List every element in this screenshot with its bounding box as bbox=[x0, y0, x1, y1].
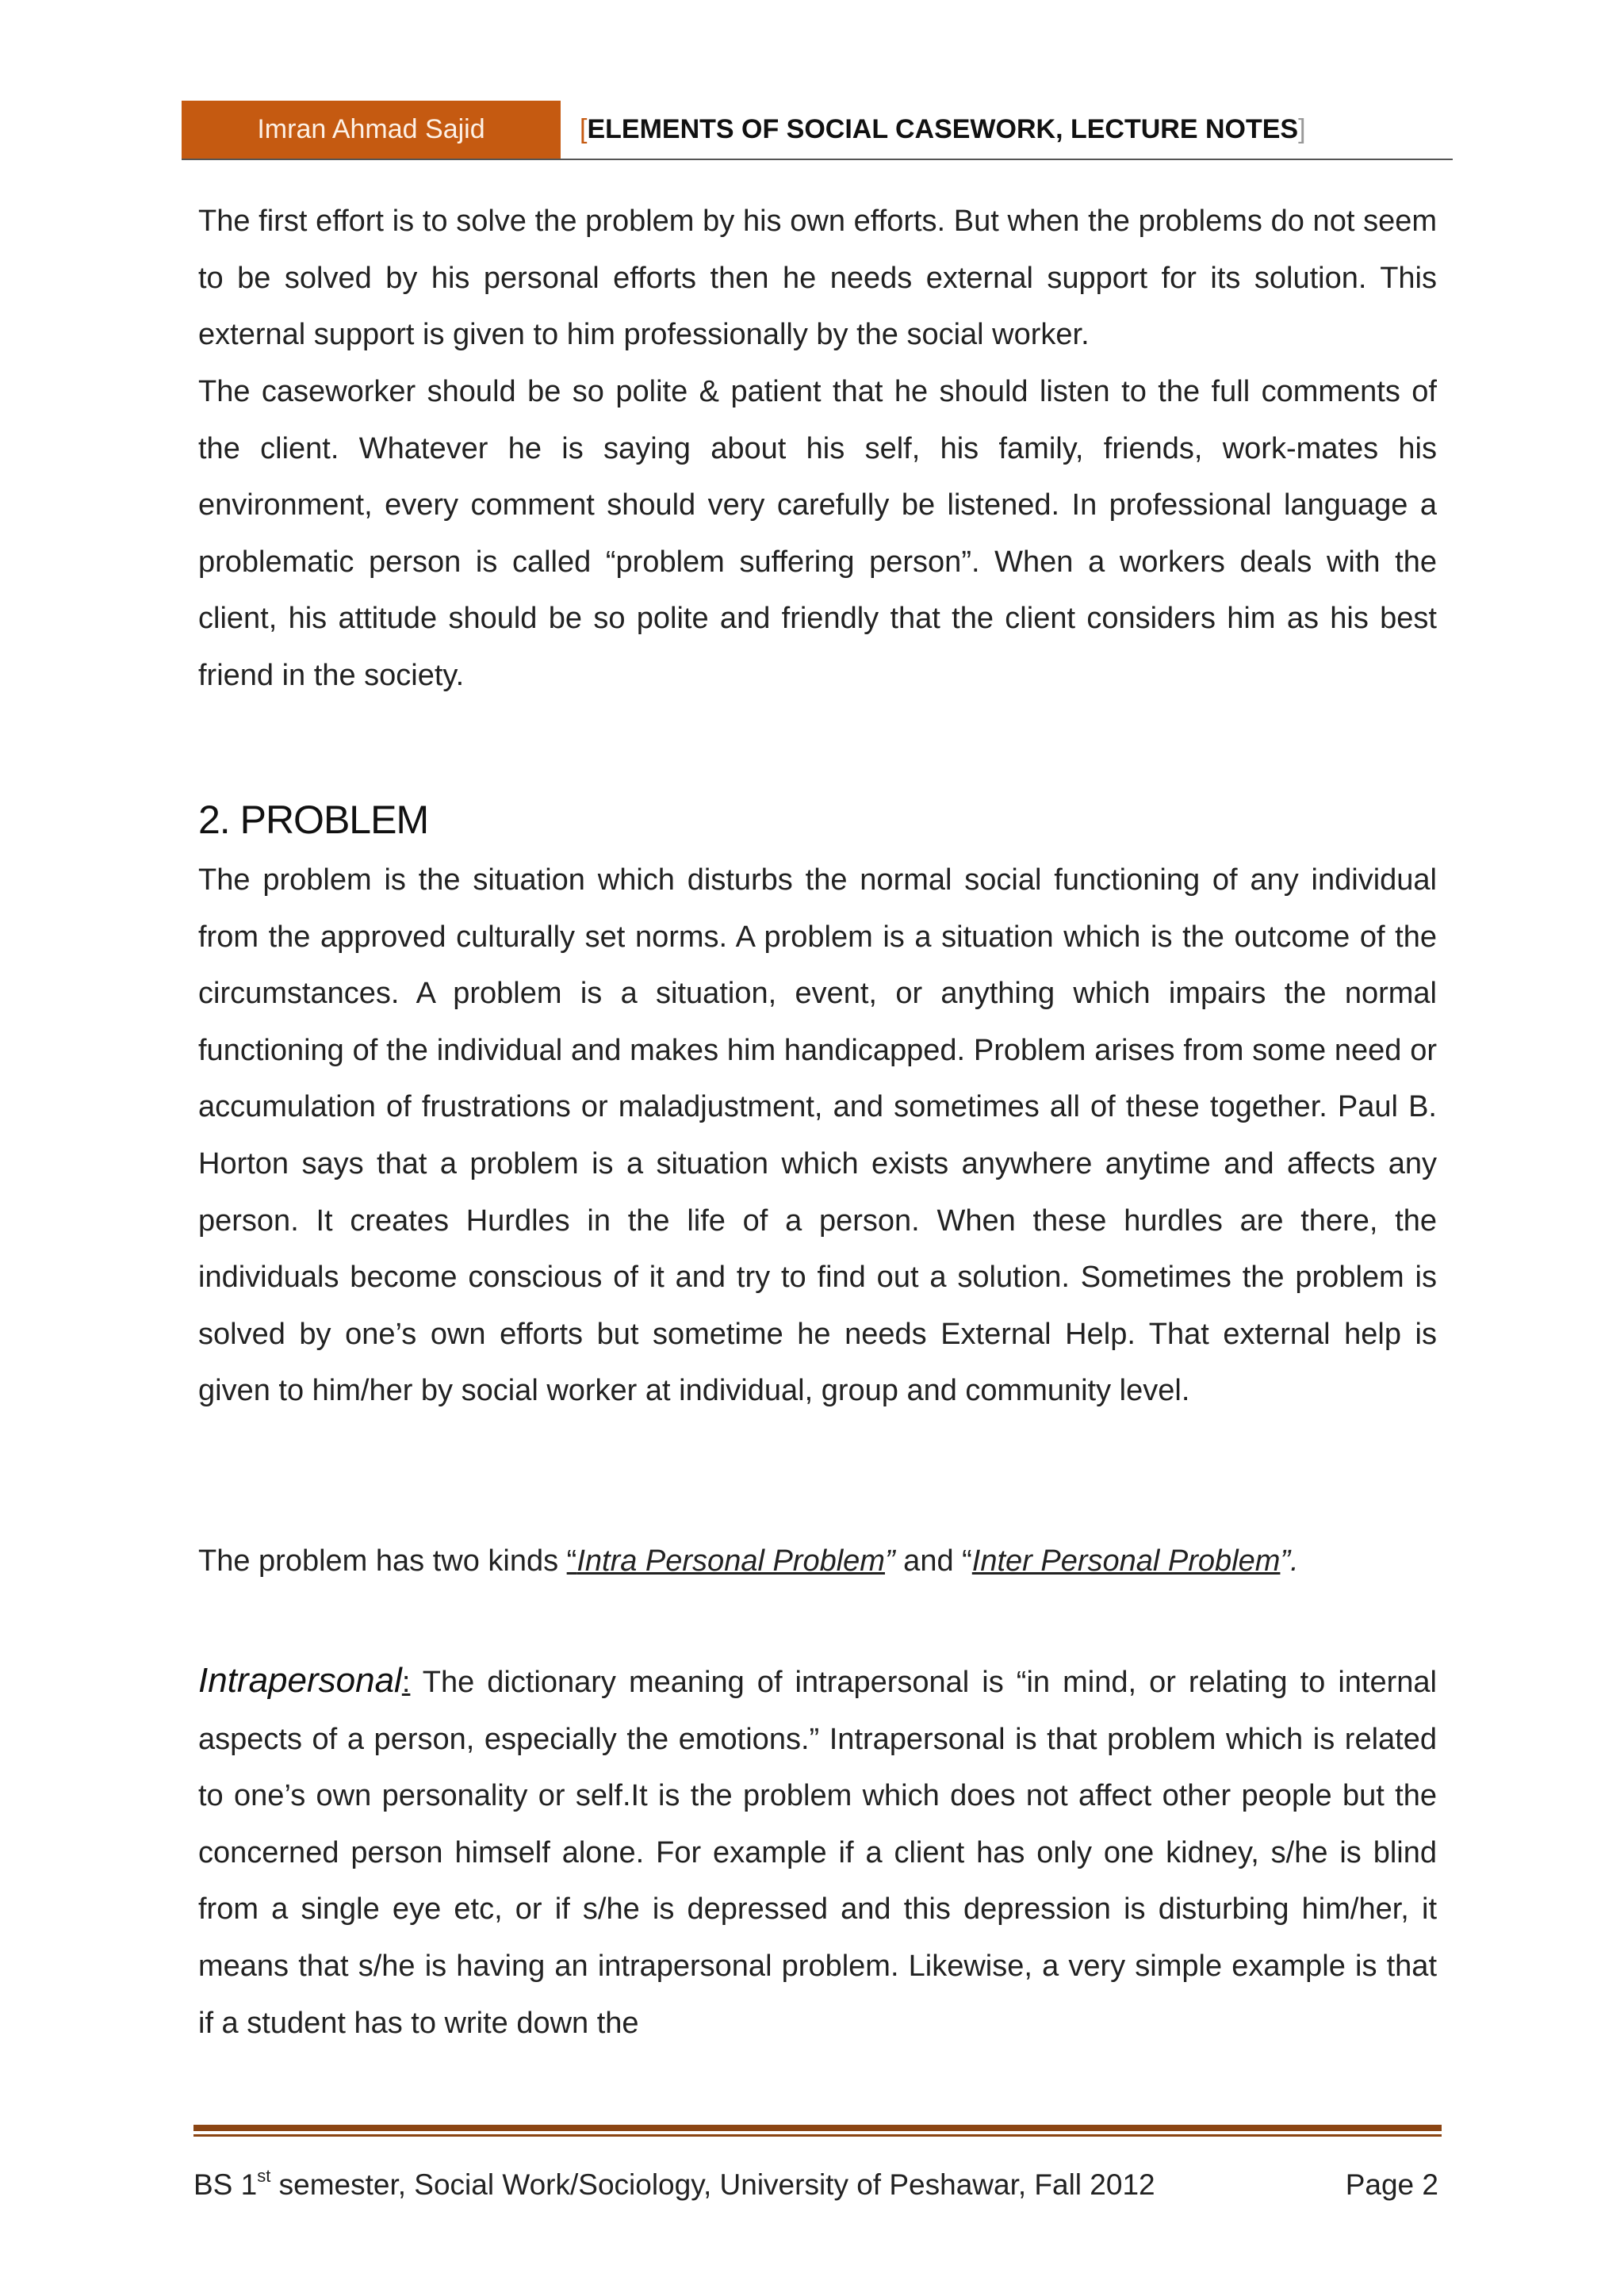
title-close-bracket: ] bbox=[1298, 114, 1306, 144]
title-open-bracket: [ bbox=[580, 114, 588, 144]
kinds-close-quote-1: ” bbox=[884, 1544, 895, 1578]
problem-paragraph: The problem is the situation which disturbs the normal social functioning of any individual from the approved culturally set norms. A problem is a situation which is the outcome of the circumstances. A problem is a situation, event, or anything which impairs the normal functioning of the individual and makes him handicapped. Problem arises from some need or accumulation of frustrations or maladjustment, and sometimes all of these together. Paul B. Horton says that a problem is a situation which exists anywhere anytime and affects any person. It creates Hurdles in the life of a person. When these hurdles are there, the individuals become conscious of it and try to find out a solution. Sometimes the problem is solved by one’s own efforts but sometime he needs External Help. That external help is given to him/her by social worker at individual, group and community level. bbox=[198, 863, 1437, 1408]
intrapersonal-paragraph bbox=[198, 1652, 1437, 2052]
kinds-open-quote: “ bbox=[566, 1544, 577, 1578]
footer-superscript: st bbox=[257, 2166, 271, 2186]
footer-rule-thin bbox=[193, 2134, 1442, 2137]
page-number: Page 2 bbox=[1345, 2168, 1438, 2201]
page-header bbox=[182, 101, 1453, 160]
intro-paragraph-1: The first effort is to solve the problem by his own efforts. But when the problems do not seem to be solved by his personal efforts then he needs external support for its solution. This external support is given to him professionally by the social worker. bbox=[198, 205, 1437, 352]
intrapersonal-colon: : bbox=[401, 1666, 411, 1699]
intrapersonal-label: Intrapersonal bbox=[198, 1661, 402, 1700]
intrapersonal-text: The dictionary meaning of intrapersonal is “in mind, or relating to internal aspects of a person, especially the emotions.” Intrapersonal is that problem which is related to one’s own personality or self.It is the problem which does not affect other people but the concerned person himself alone. For example if a client has only one kidney, s/he is blind from a single eye etc, or if s/he is depressed and this depression is disturbing him/her, it means that s/he is having an intrapersonal problem. Likewise, a very simple example is that if a student has to write down the bbox=[198, 1666, 1437, 2040]
title-text: ELEMENTS OF SOCIAL CASEWORK, LECTURE NOTES bbox=[587, 114, 1299, 144]
kinds-close-quote-2: ” bbox=[1280, 1544, 1291, 1578]
author-name: Imran Ahmad Sajid bbox=[182, 101, 561, 159]
footer-course-info bbox=[193, 2168, 1155, 2202]
kinds-prefix: The problem has two kinds bbox=[198, 1544, 567, 1578]
problem-kinds-line bbox=[198, 1533, 1437, 1590]
document-title bbox=[580, 101, 1306, 159]
footer-rule bbox=[193, 2125, 1442, 2131]
intro-paragraph-2: The caseworker should be so polite & patient that he should listen to the full comments of the client. Whatever he is saying about his self, his family, friends, work-mates his environment, every comment should very carefully be listened. In professional language a problematic person is called “problem suffering person”. When a workers deals with the client, his attitude should be so polite and friendly that the client considers him as his best friend in the society. bbox=[198, 375, 1437, 692]
inter-personal-kind: Inter Personal Problem bbox=[971, 1544, 1281, 1578]
footer-suffix: semester, Social Work/Sociology, University of Peshawar, Fall 2012 bbox=[270, 2168, 1155, 2201]
kinds-end: . bbox=[1290, 1544, 1299, 1578]
kinds-middle: and “ bbox=[894, 1544, 972, 1578]
intra-personal-kind: Intra Personal Problem bbox=[576, 1544, 885, 1578]
section-heading: 2. PROBLEM bbox=[198, 798, 429, 842]
footer-prefix: BS 1 bbox=[193, 2168, 258, 2201]
